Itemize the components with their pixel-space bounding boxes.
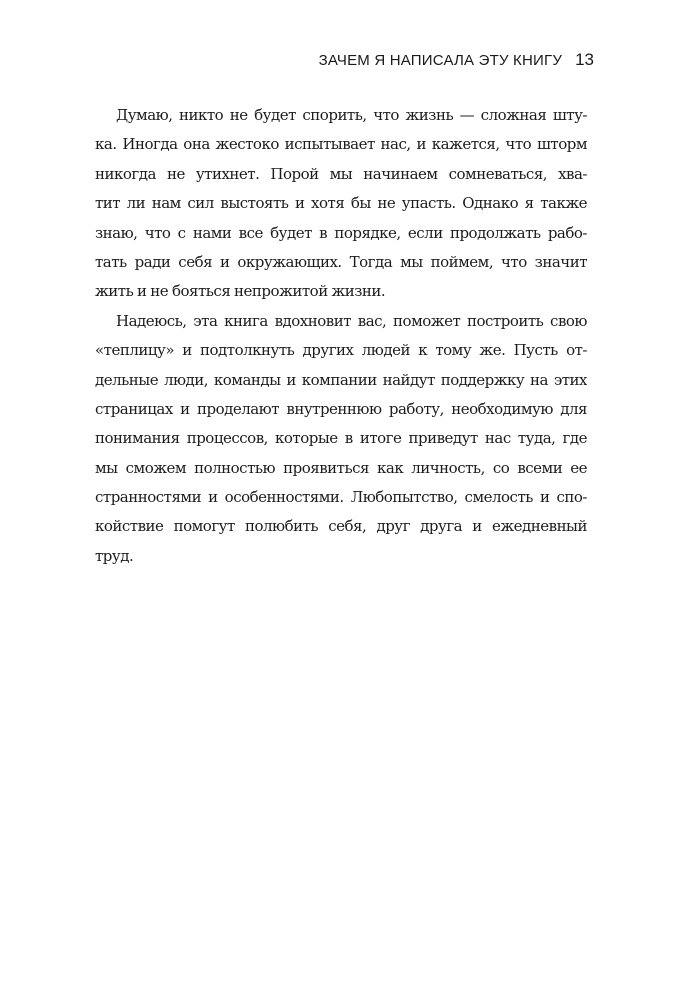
text-line: страницах и проделают внутреннюю работу, необходимую для [95,399,587,418]
text-line: тит ли нам сил выстоять и хотя бы не упасть. Однако я также [95,194,587,213]
text-line: никогда не утихнет. Порой мы начинаем сомневаться, хва- [95,164,587,183]
text-line: дельные люди, команды и компании найдут поддержку на этих [95,370,587,389]
paragraph-1 [95,101,587,307]
text-line: «теплицу» и подтолкнуть других людей к тому же. Пусть от- [95,341,587,360]
body-text [95,101,587,571]
page-number: 13 [575,50,594,69]
text-line: труд. [95,546,134,565]
running-header [319,50,594,70]
text-line: мы сможем полностью проявиться как личность, со всеми ее [95,458,587,477]
text-line: тать ради себя и окружающих. Тогда мы поймем, что значит [95,252,587,271]
text-line: жить и не бояться непрожитой жизни. [95,282,386,301]
text-line: койствие помогут полюбить себя, друг друга и ежедневный [95,517,587,536]
text-line: Надеюсь, эта книга вдохновит вас, поможет построить свою [116,311,587,330]
text-line: знаю, что с нами все будет в порядке, если продолжать рабо- [95,223,587,242]
text-line: понимания процессов, которые в итоге приведут нас туда, где [95,429,587,448]
text-line: ка. Иногда она жестоко испытывает нас, и кажется, что шторм [95,135,587,154]
paragraph-2 [95,307,587,572]
running-title: ЗАЧЕМ Я НАПИСАЛА ЭТУ КНИГУ [318,52,563,69]
text-line: Думаю, никто не будет спорить, что жизнь — сложная шту- [116,106,587,124]
text-line: странностями и особенностями. Любопытство, смелость и спо- [95,488,587,507]
